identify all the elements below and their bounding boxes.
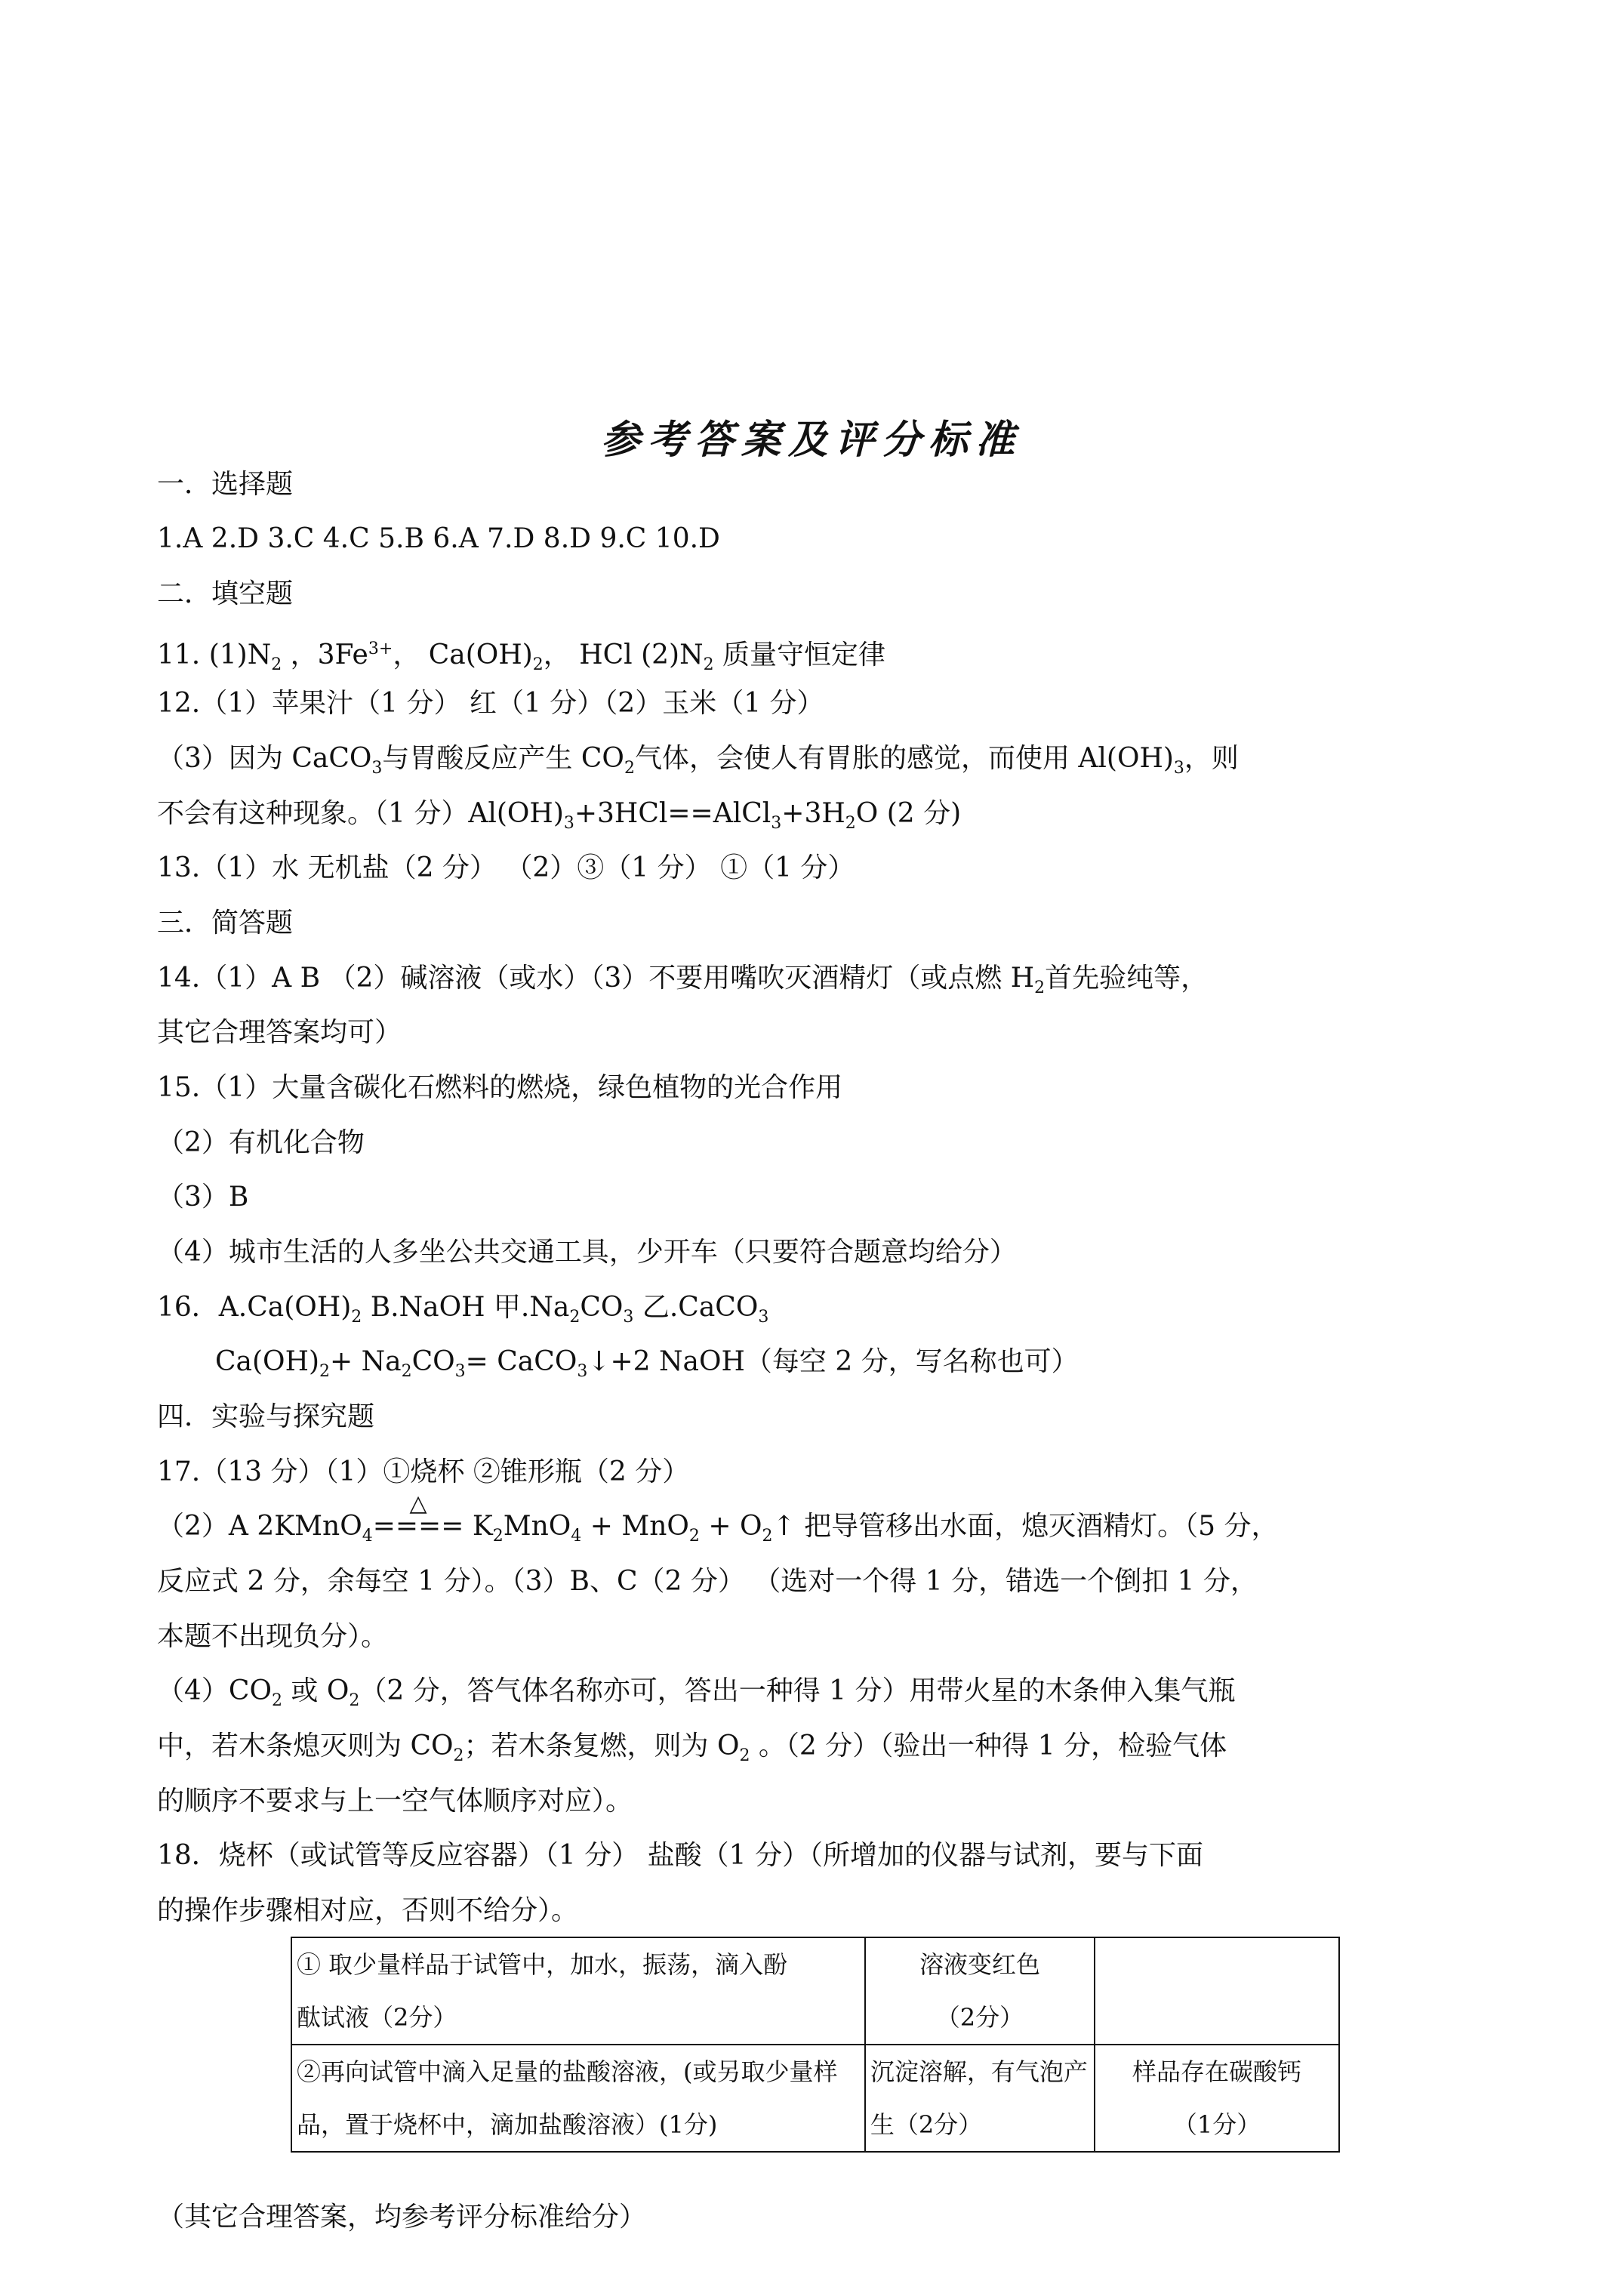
answer-line-15-2: （2）有机化合物: [157, 1127, 365, 1158]
cell-text: ① 取少量样品于试管中，加水，振荡，滴入酚: [297, 1950, 788, 1979]
answer-line-17-7: 的顺序不要求与上一空气体顺序对应）。: [157, 1786, 633, 1817]
table-cell: [1095, 2045, 1339, 2152]
answer-line-12-equation: 不会有这种现象。（1 分）$Al(OH)_3+3HCl==AlCl_3+3H_2O$ (2 分): [157, 798, 962, 834]
table-cell: [865, 1937, 1095, 2045]
answer-line-16: 16．$A.Ca(OH)_2$ B.NaOH 甲$.Na_2CO_3$ 乙.CaCO$_3$: [157, 1292, 769, 1327]
answer-line-12-3: （3）因为 CaCO$_3$与胃酸反应产生 $CO_2$气体，会使人有胃胀的感觉，而使用 $Al(OH)_3$，则: [157, 743, 1239, 778]
answer-line-17: 17.（13 分）（1）①烧杯 ②锥形瓶（2 分）: [157, 1456, 690, 1487]
answer-line-18: 18．烧杯（或试管等反应容器）（1 分） 盐酸（1 分）（所增加的仪器与试剂，要与下面: [157, 1840, 1203, 1871]
answer-line-16-equation: $Ca(OH)_2+ Na_2CO_3=$ CaCO$_3$↓+2 NaOH（每空 2 分，写名称也可）: [215, 1346, 1079, 1382]
answer-line-15-3: （3）B: [157, 1182, 249, 1213]
footer-note: （其它合理答案，均参考评分标准给分）: [157, 2202, 647, 2233]
cell-text: 样品存在碳酸钙: [1132, 2057, 1302, 2086]
section-fill: 二．填空题: [157, 578, 294, 609]
answer-line-13: 13.（1）水 无机盐（2 分） （2）③（1 分） ①（1 分）: [157, 852, 855, 883]
answer-line-17-4: 本题不出现负分）。: [157, 1621, 389, 1652]
heat-triangle-icon: △: [409, 1490, 427, 1517]
cell-text: （2分）: [935, 2003, 1024, 2032]
cell-text: ②再向试管中滴入足量的盐酸溶液，(或另取少量样: [297, 2057, 838, 2086]
section-experiment: 四．实验与探究题: [157, 1401, 375, 1432]
answer-line-11: 11. $(1)N_2$ ，$3Fe^{3+}$， $Ca(OH)_2$， HCl $(2)N_2$ 质量守恒定律: [157, 639, 886, 675]
cell-text: （1分）: [1172, 2110, 1261, 2139]
table-cell: [1095, 1937, 1339, 2045]
experiment-table: [291, 1937, 1340, 2153]
answer-line-14: 14.（1）A B （2）碱溶液（或水）（3）不要用嘴吹灭酒精灯（或点燃 $H_2$首先验纯等，: [157, 963, 1209, 998]
answer-line-18-cont: 的操作步骤相对应，否则不给分）。: [157, 1895, 579, 1926]
answer-line-15: 15.（1）大量含碳化石燃料的燃烧，绿色植物的光合作用: [157, 1072, 843, 1103]
answer-line-17-6: 中，若木条熄灭则为 $CO_2$；若木条复燃，则为 $O_2$ 。（2 分）（验出一种得 1 分，检验气体: [157, 1730, 1227, 1766]
cell-text: 沉淀溶解，有气泡产: [870, 2057, 1088, 2086]
table-cell: [865, 2045, 1095, 2152]
table-row: [291, 1937, 1339, 2045]
cell-text: 生（2分）: [870, 2110, 983, 2139]
table-row: [291, 2045, 1339, 2152]
cell-text: 品，置于烧杯中，滴加盐酸溶液）(1分): [297, 2110, 718, 2139]
answer-line-12: 12.（1）苹果汁（1 分） 红（1 分）（2）玉米（1 分）: [157, 688, 824, 719]
answer-line-17-3: 反应式 2 分，余每空 1 分）。（3）B、C（2 分） （选对一个得 1 分，错选一个倒扣 1 分，: [157, 1566, 1258, 1597]
table-cell: [291, 1937, 865, 2045]
section-short-answer: 三．简答题: [157, 908, 294, 938]
heat-condition: △ ====: [373, 1510, 464, 1543]
cell-text: 酞试液（2分）: [297, 2003, 457, 2032]
answer-line-14-cont: 其它合理答案均可）: [157, 1017, 402, 1048]
answer-line-1: 1.A 2.D 3.C 4.C 5.B 6.A 7.D 8.D 9.C 10.D: [157, 523, 720, 554]
answer-line-17-2: （2）A 2KMnO$_4$ △ ==== $K_2MnO_4 + MnO_2$ + $O_2↑$ 把导管移出水面，熄灭酒精灯。（5 分，: [157, 1510, 1278, 1553]
answer-line-15-4: （4）城市生活的人多坐公共交通工具，少开车（只要符合题意均给分）: [157, 1237, 1017, 1268]
cell-text: 溶液变红色: [919, 1950, 1040, 1979]
answer-line-17-5: $(4)CO_2$ 或 $O_2(2$ 分，答气体名称亦可，答出一种得 1 分）用带火星的木条伸入集气瓶: [157, 1675, 1236, 1711]
section-choice: 一．选择题: [157, 469, 294, 500]
page-title: 参考答案及评分标准: [600, 417, 1022, 463]
table-cell: [291, 2045, 865, 2152]
